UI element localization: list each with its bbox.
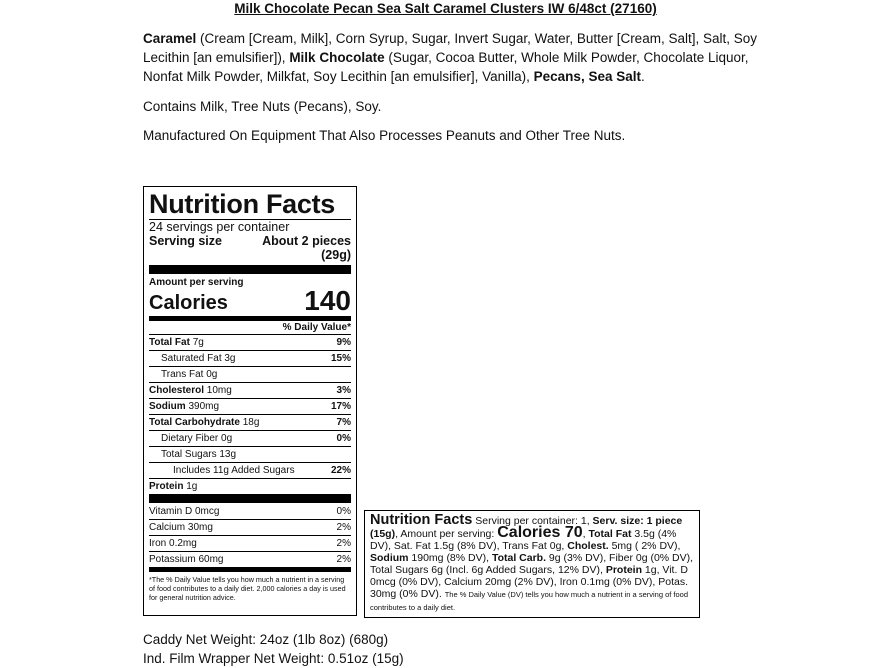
nutrient-row-added-sugars <box>149 462 351 478</box>
ingredients-end: . <box>640 69 645 84</box>
calories-label: Calories <box>149 292 228 314</box>
linear-text: 9g (3% DV), Fiber 0g (0% DV), Total Sugars 6g (Incl. 6g Added Sugars, 12% DV), <box>370 552 694 576</box>
vitamin-amount: Potassium 60mg <box>149 554 224 565</box>
linear-total-carb: Total Carb. <box>491 552 547 564</box>
serving-size-grams: (29g) <box>321 248 351 262</box>
caramel-text: (Cream [Cream, Milk], Corn Syrup, Sugar, Invert Sugar, Water, Butter [Cream, Salt], Salt, Soy Lecithin [an emulsifier]), <box>143 31 757 65</box>
nutrient-row-dietary-fiber <box>149 430 351 446</box>
nutrient-row-cholesterol <box>149 382 351 398</box>
ingredients-paragraph <box>143 29 763 86</box>
linear-text: 5mg ( 2% DV), <box>608 540 681 552</box>
daily-value-header: % Daily Value* <box>282 322 351 333</box>
linear-total-fat: Total Fat <box>588 528 632 540</box>
serving-size-value <box>262 234 351 262</box>
linear-nutrition-facts <box>364 510 700 618</box>
linear-serving-size: Serv. size: 1 piece (15g) <box>370 515 683 540</box>
nutrient-row-total-sugars <box>149 446 351 462</box>
wrapper-net-weight: Ind. Film Wrapper Net Weight: 0.51oz (15g) <box>143 651 404 666</box>
linear-text: 3.5g (4% DV), Sat. Fat 1.5g (8% DV), Trans Fat 0g, <box>370 528 677 552</box>
linear-cholesterol: Cholest. <box>567 540 609 552</box>
nutrient-amount: Trans Fat 0g <box>161 369 218 380</box>
nutrient-row-sodium <box>149 398 351 414</box>
nutrient-name: Sodium <box>149 401 186 412</box>
vitamin-row-potassium <box>149 551 351 567</box>
caddy-net-weight: Caddy Net Weight: 24oz (1lb 8oz) (680g) <box>143 632 389 647</box>
linear-calories: Calories 70 <box>497 524 583 541</box>
nutrient-amount: Dietary Fiber 0g <box>161 433 233 444</box>
servings-per-container: 24 servings per container <box>149 220 290 234</box>
serving-size <box>149 234 351 262</box>
nutrient-name: Total Carbohydrate <box>149 417 240 428</box>
milk-chocolate-label: Milk Chocolate <box>289 50 385 65</box>
nutrient-name: Protein <box>149 481 184 492</box>
allergen-statement: Contains Milk, Tree Nuts (Pecans), Soy. <box>143 99 382 114</box>
nutrient-row-total-fat <box>149 334 351 350</box>
linear-text: , Amount per serving: <box>395 528 498 540</box>
nutrient-amount: 390mg <box>185 401 220 412</box>
vitamin-dv: 0% <box>336 505 351 517</box>
nutrient-row-total-carbohydrate <box>149 414 351 430</box>
nutrition-facts-panel <box>143 186 357 616</box>
linear-text: Serving per container: 1, <box>472 515 593 527</box>
linear-sodium: Sodium <box>370 552 409 564</box>
nutrient-dv: 0% <box>336 433 351 444</box>
nutrient-dv: 17% <box>330 401 351 412</box>
vitamin-row-calcium <box>149 519 351 535</box>
daily-value-footnote: *The % Daily Value tells you how much a nutrient in a serving of food contributes to a daily diet. 2,000 calories a day is used for general nutrition advice. <box>149 567 351 602</box>
linear-footnote: The % Daily Value (DV) tells you how much a nutrient in a serving of food contributes to a daily diet. <box>370 590 689 612</box>
nutrient-dv: 15% <box>330 353 351 364</box>
nutrient-amount: Saturated Fat 3g <box>161 353 236 364</box>
nutrient-dv: 7% <box>336 417 351 428</box>
vitamin-row-iron <box>149 535 351 551</box>
nutrient-name: Cholesterol <box>149 385 205 396</box>
milk-chocolate-text: (Sugar, Cocoa Butter, Whole Milk Powder, Chocolate Liquor, Nonfat Milk Powder, Milkfat, Soy Lecithin [an emulsifier], Vanilla), <box>143 50 749 84</box>
vitamin-amount: Calcium 30mg <box>149 522 213 533</box>
linear-protein: Protein <box>605 564 642 576</box>
nutrient-dv: 22% <box>330 465 351 476</box>
caramel-label: Caramel <box>143 31 197 46</box>
thick-divider <box>149 265 351 274</box>
nutrient-amount: 10mg <box>204 385 232 396</box>
linear-text: 190mg (8% DV), <box>408 552 492 564</box>
nutrient-dv: 3% <box>336 385 351 396</box>
nutrient-amount: 18g <box>239 417 260 428</box>
calories-value: 140 <box>304 285 351 316</box>
calories-row <box>149 285 351 316</box>
amount-per-serving: Amount per serving <box>149 277 244 288</box>
linear-text: 1g, Vit. D 0mcg (0% DV), Calcium 20mg (2% DV), Iron 0.1mg (0% DV), Potas. 30mg (0% DV). <box>370 564 689 600</box>
nutrient-amount: 7g <box>189 337 204 348</box>
linear-title: Nutrition Facts <box>370 512 473 528</box>
nutrient-row-protein <box>149 478 351 494</box>
thick-divider <box>149 494 351 503</box>
nutrient-row-trans-fat <box>149 366 351 382</box>
nutrient-amount: Total Sugars 13g <box>161 449 237 460</box>
linear-text: , <box>582 528 589 540</box>
serving-size-pieces: About 2 pieces <box>262 234 351 248</box>
nutrient-amount: 1g <box>183 481 198 492</box>
vitamin-row-vitamin-d <box>149 503 351 519</box>
nutrient-name: Total Fat <box>149 337 190 348</box>
facility-statement: Manufactured On Equipment That Also Processes Peanuts and Other Tree Nuts. <box>143 128 626 143</box>
serving-size-label: Serving size <box>149 234 222 248</box>
vitamin-amount: Vitamin D 0mcg <box>149 505 220 517</box>
vitamin-dv: 2% <box>336 538 351 549</box>
nutrient-row-saturated-fat <box>149 350 351 366</box>
vitamin-dv: 2% <box>336 522 351 533</box>
nutrient-dv: 9% <box>336 337 351 348</box>
nutrient-amount: Includes 11g Added Sugars <box>173 465 295 476</box>
vitamin-dv: 2% <box>336 554 351 565</box>
pecans-label: Pecans, Sea Salt <box>533 69 641 84</box>
nutrition-title: Nutrition Facts <box>149 189 336 219</box>
product-title: Milk Chocolate Pecan Sea Salt Caramel Clusters IW 6/48ct (27160) <box>234 1 657 16</box>
vitamin-amount: Iron 0.2mg <box>149 538 197 549</box>
